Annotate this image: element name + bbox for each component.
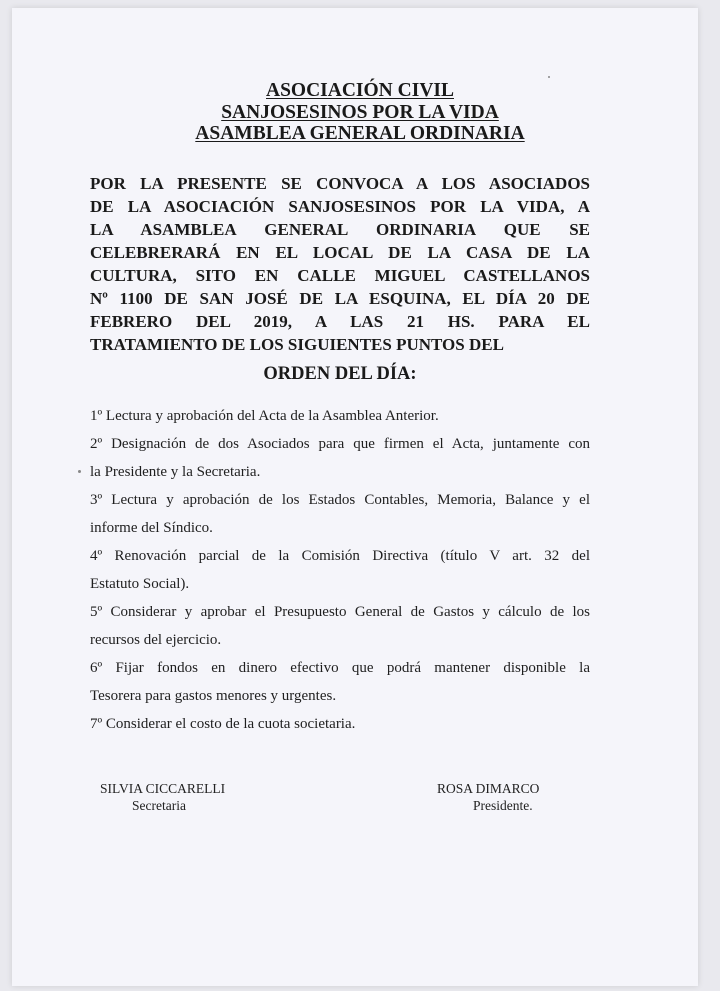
agenda-item-5: 5º Considerar y aprobar el Presupuesto General de Gastos y cálculo de los — [90, 604, 590, 620]
document-header — [0, 80, 720, 145]
header-line-1: ASOCIACIÓN CIVIL — [266, 80, 454, 101]
intro-line: POR LA PRESENTE SE CONVOCA A LOS ASOCIADOS — [90, 174, 590, 193]
intro-line: CELEBRERARÁ EN EL LOCAL DE LA CASA DE LA — [90, 243, 590, 262]
intro-line: Nº 1100 DE SAN JOSÉ DE LA ESQUINA, EL DÍA 20 DE — [90, 289, 590, 308]
agenda-item-7: 7º Considerar el costo de la cuota societaria. — [90, 716, 356, 732]
agenda-list — [90, 402, 590, 738]
paper-speck — [78, 470, 81, 473]
signature-president — [437, 780, 539, 814]
convocation-paragraph — [90, 172, 590, 356]
header-title-name — [0, 102, 720, 124]
intro-line: FEBRERO DEL 2019, A LAS 21 HS. PARA EL — [90, 312, 590, 331]
agenda-item-3: 3º Lectura y aprobación de los Estados Contables, Memoria, Balance y el — [90, 492, 590, 508]
agenda-item-3-cont: informe del Síndico. — [90, 520, 213, 536]
agenda-item-4: 4º Renovación parcial de la Comisión Directiva (título V art. 32 del — [90, 548, 590, 564]
agenda-item-4-cont: Estatuto Social). — [90, 576, 190, 592]
header-title-association — [0, 80, 720, 102]
signature-role: Secretaria — [132, 798, 186, 813]
header-title-assembly — [0, 123, 720, 145]
paper-speck — [548, 76, 550, 78]
header-line-3: ASAMBLEA GENERAL ORDINARIA — [195, 123, 525, 144]
agenda-item-6: 6º Fijar fondos en dinero efectivo que podrá mantener disponible la — [90, 660, 590, 676]
signature-role: Presidente. — [473, 798, 533, 813]
signature-name: SILVIA CICCARELLI — [100, 781, 226, 796]
agenda-item-2-cont: la Presidente y la Secretaria. — [90, 464, 261, 480]
agenda-item-1: 1º Lectura y aprobación del Acta de la Asamblea Anterior. — [90, 408, 439, 424]
agenda-item-2: 2º Designación de dos Asociados para que firmen el Acta, juntamente con — [90, 436, 590, 452]
signature-name: ROSA DIMARCO — [437, 781, 540, 796]
intro-line: LA ASAMBLEA GENERAL ORDINARIA QUE SE — [90, 220, 590, 239]
header-line-2: SANJOSESINOS POR LA VIDA — [221, 101, 499, 123]
intro-line: CULTURA, SITO EN CALLE MIGUEL CASTELLANOS — [90, 266, 590, 285]
intro-line: TRATAMIENTO DE LOS SIGUIENTES PUNTOS DEL — [90, 335, 504, 354]
agenda-item-5-cont: recursos del ejercicio. — [90, 632, 222, 648]
signature-secretary — [100, 780, 225, 814]
agenda-title: ORDEN DEL DÍA: — [263, 364, 417, 384]
intro-line: DE LA ASOCIACIÓN SANJOSESINOS POR LA VIDA, A — [90, 197, 590, 216]
agenda-item-6-cont: Tesorera para gastos menores y urgentes. — [90, 688, 337, 704]
